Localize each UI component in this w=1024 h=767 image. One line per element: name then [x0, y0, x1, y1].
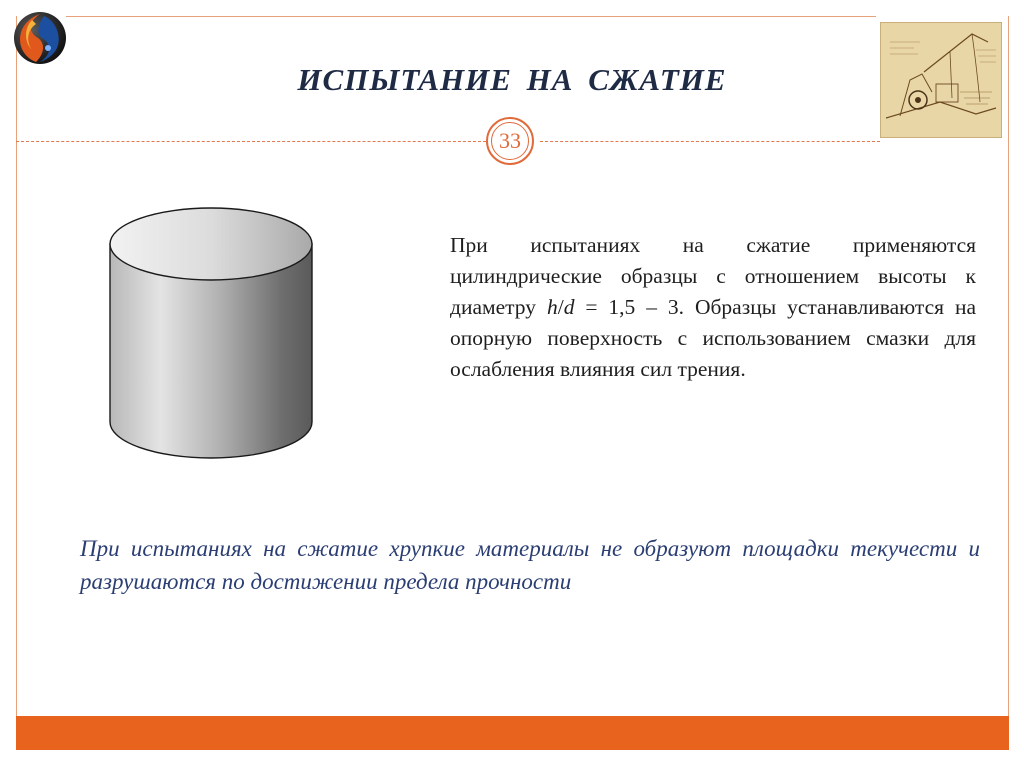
page-number: 33 [491, 122, 529, 160]
brittle-materials-note: При испытаниях на сжатие хрупкие материалы не образуют площадки текучести и разрушаются по достижении предела прочности [80, 536, 980, 594]
page-number-badge [486, 117, 534, 165]
frame-top-border [66, 16, 876, 17]
title-divider-left [16, 141, 486, 142]
ratio-h: h [546, 295, 558, 319]
ratio-d: d [563, 295, 575, 319]
footer-accent-bar [16, 716, 1009, 750]
ratio-slash: / [557, 295, 564, 319]
title-divider-right [540, 141, 880, 142]
cylinder-specimen-illustration [106, 204, 316, 464]
frame-right-border [1008, 16, 1009, 716]
paragraph-part-1: При испытаниях на сжатие применяются цилиндрические образцы с отношением высоты к диаметру [450, 233, 976, 319]
logo-icon [10, 8, 68, 66]
slide-title: ИСПЫТАНИЕ НА СЖАТИЕ [297, 62, 727, 97]
frame-left-border [16, 16, 17, 716]
paragraph-part-2: = 1,5 – 3. Образцы устанавливаются на опорную поверхность с использованием смазки для ослабления влияния сил трения. [450, 295, 976, 381]
specimen-description-paragraph [450, 230, 976, 385]
